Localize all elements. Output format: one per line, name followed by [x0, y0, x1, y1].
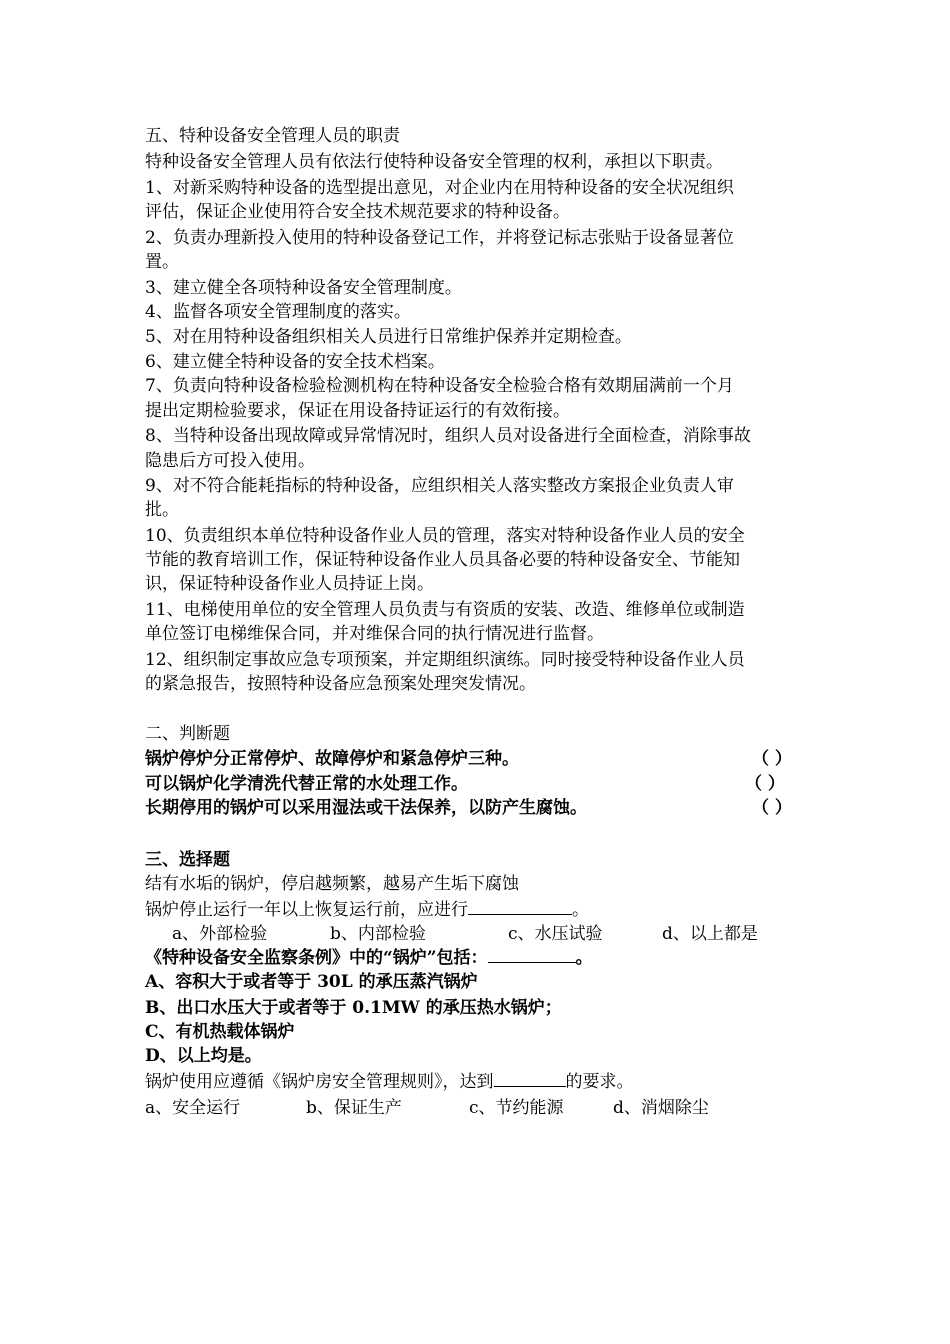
- answer-blank[interactable]: [488, 946, 576, 963]
- paragraph-line: 的紧急报告，按照特种设备应急预案处理突发情况。: [145, 674, 536, 694]
- question-text: 锅炉使用应遵循《锅炉房安全管理规则》，达到: [145, 1072, 494, 1092]
- choice-question: [145, 1070, 825, 1094]
- answer-parentheses[interactable]: （ ）: [752, 749, 792, 769]
- paragraph-line: 识，保证特种设备作业人员持证上岗。: [145, 574, 434, 594]
- paragraph-line: 单位签订电梯维保合同，并对维保合同的执行情况进行监督。: [145, 624, 604, 644]
- paragraph-line: 隐患后方可投入使用。: [145, 451, 315, 471]
- choice-question: [145, 898, 825, 922]
- answer-blank[interactable]: [494, 1070, 566, 1087]
- question-text: 《特种设备安全监察条例》中的“锅炉”包括：: [145, 948, 488, 968]
- answer-parentheses[interactable]: （ ）: [745, 774, 785, 794]
- judge-question: 锅炉停炉分正常停炉、故障停炉和紧急停炉三种。: [145, 749, 519, 769]
- choice-question: [145, 946, 825, 970]
- paragraph-line: 4、监督各项安全管理制度的落实。: [145, 302, 411, 322]
- paragraph-line: 9、对不符合能耗指标的特种设备，应组织相关人落实整改方案报企业负责人审: [145, 476, 734, 496]
- choice-option[interactable]: D、以上均是。: [145, 1046, 262, 1066]
- choice-option[interactable]: B、出口水压大于或者等于 0.1MW 的承压热水锅炉；: [145, 998, 562, 1018]
- choice-option[interactable]: A、容积大于或者等于 30L 的承压蒸汽锅炉: [145, 972, 478, 992]
- paragraph-line: 批。: [145, 500, 179, 520]
- paragraph-line: 6、建立健全特种设备的安全技术档案。: [145, 352, 445, 372]
- section-intro: 特种设备安全管理人员有依法行使特种设备安全管理的权利，承担以下职责。: [145, 152, 723, 172]
- choice-option[interactable]: b、保证生产: [306, 1098, 402, 1118]
- choice-option[interactable]: a、安全运行: [145, 1098, 241, 1118]
- question-end: 的要求。: [565, 1072, 634, 1092]
- question-end: 。: [572, 900, 589, 920]
- answer-blank[interactable]: [468, 898, 572, 915]
- choice-option[interactable]: a、外部检验: [172, 924, 268, 944]
- question-end: 。: [575, 948, 593, 968]
- choice-option[interactable]: c、水压试验: [508, 924, 603, 944]
- paragraph-line: 节能的教育培训工作，保证特种设备作业人员具备必要的特种设备安全、节能知: [145, 550, 740, 570]
- choice-heading: 三、选择题: [145, 850, 230, 870]
- paragraph-line: 8、当特种设备出现故障或异常情况时，组织人员对设备进行全面检查，消除事故: [145, 426, 751, 446]
- paragraph-line: 提出定期检验要求，保证在用设备持证运行的有效衔接。: [145, 401, 570, 421]
- paragraph-line: 3、建立健全各项特种设备安全管理制度。: [145, 278, 462, 298]
- paragraph-line: 11、电梯使用单位的安全管理人员负责与有资质的安装、改造、维修单位或制造: [145, 600, 745, 620]
- paragraph-line: 5、对在用特种设备组织相关人员进行日常维护保养并定期检查。: [145, 327, 632, 347]
- question-text: 锅炉停止运行一年以上恢复运行前，应进行: [145, 900, 468, 920]
- answer-parentheses[interactable]: （ ）: [752, 798, 792, 818]
- paragraph-line: 置。: [145, 252, 179, 272]
- paragraph-line: 12、组织制定事故应急专项预案，并定期组织演练。同时接受特种设备作业人员: [145, 650, 745, 670]
- paragraph-line: 2、负责办理新投入使用的特种设备登记工作，并将登记标志张贴于设备显著位: [145, 228, 734, 248]
- judge-question: 可以锅炉化学清洗代替正常的水处理工作。: [145, 774, 468, 794]
- paragraph-line: 10、负责组织本单位特种设备作业人员的管理，落实对特种设备作业人员的安全: [145, 526, 745, 546]
- paragraph-line: 评估，保证企业使用符合安全技术规范要求的特种设备。: [145, 202, 570, 222]
- choice-option[interactable]: c、节约能源: [469, 1098, 564, 1118]
- judge-heading: 二、判断题: [145, 724, 230, 744]
- judge-question: 长期停用的锅炉可以采用湿法或干法保养，以防产生腐蚀。: [145, 798, 587, 818]
- section-heading: 五、特种设备安全管理人员的职责: [145, 126, 400, 146]
- paragraph-line: 1、对新采购特种设备的选型提出意见，对企业内在用特种设备的安全状况组织: [145, 178, 734, 198]
- choice-option[interactable]: d、消烟除尘: [613, 1098, 709, 1118]
- paragraph-line: 7、负责向特种设备检验检测机构在特种设备安全检验合格有效期届满前一个月: [145, 376, 734, 396]
- choice-option[interactable]: d、以上都是: [662, 924, 758, 944]
- choice-option[interactable]: C、有机热载体锅炉: [145, 1022, 295, 1042]
- choice-statement: 结有水垢的锅炉，停启越频繁，越易产生垢下腐蚀: [145, 874, 519, 894]
- choice-option[interactable]: b、内部检验: [330, 924, 426, 944]
